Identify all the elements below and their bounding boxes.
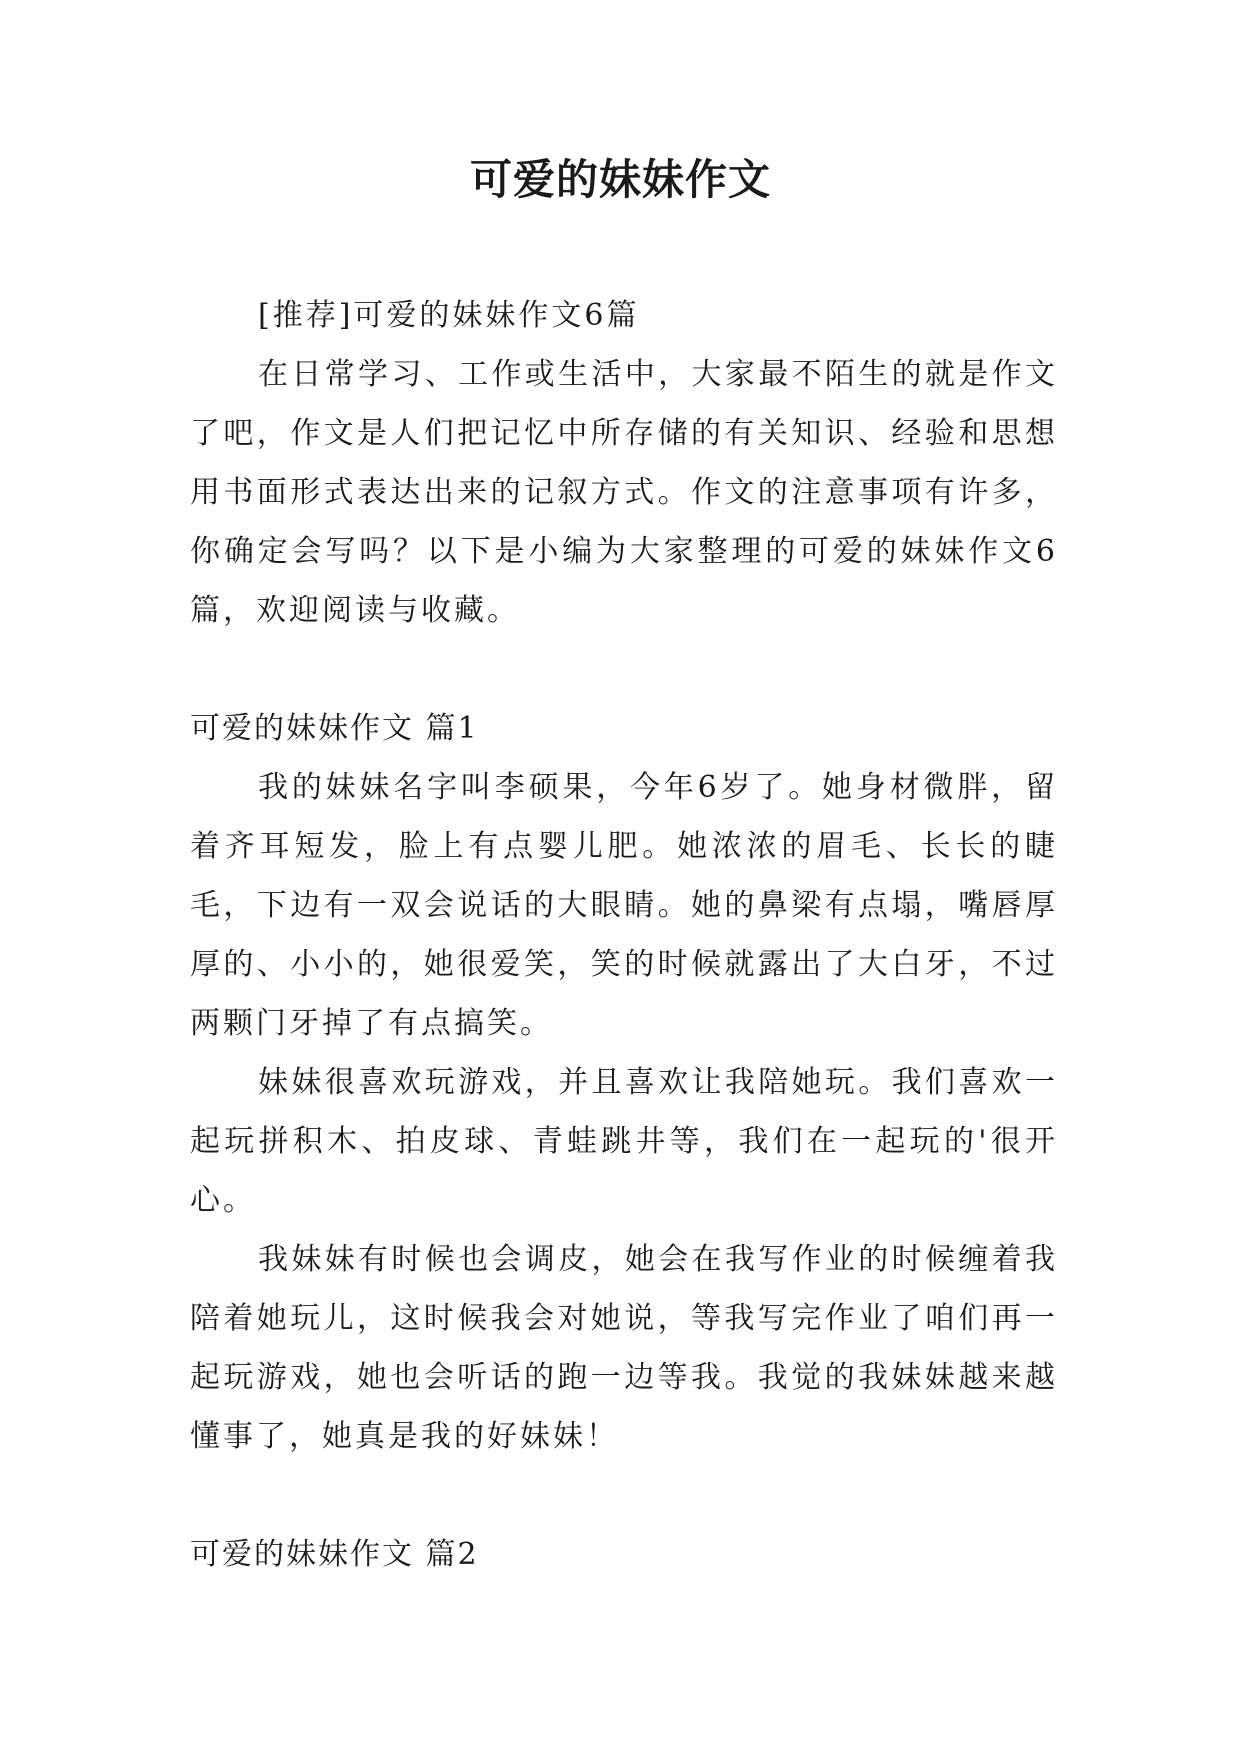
section-spacer [190,640,1058,699]
document-subtitle: [推荐]可爱的妹妹作文6篇 [258,298,640,333]
section-1-paragraph-2: 妹妹很喜欢玩游戏，并且喜欢让我陪她玩。我们喜欢一起玩拼积木、拍皮球、青蛙跳井等，我们在一起玩的'很开心。 [190,1065,1058,1218]
section-spacer [190,1466,1058,1525]
document-body [190,286,1058,1584]
section-heading-1: 可爱的妹妹作文 篇1 [190,711,479,746]
intro-paragraph: 在日常学习、工作或生活中，大家最不陌生的就是作文了吧，作文是人们把记忆中所存储的有关知识、经验和思想用书面形式表达出来的记叙方式。作文的注意事项有许多，你确定会写吗？以下是小编为大家整理的可爱的妹妹作文6篇，欢迎阅读与收藏。 [190,357,1058,628]
document-title: 可爱的妹妹作文 [469,155,771,204]
section-heading-2: 可爱的妹妹作文 篇2 [190,1537,479,1572]
section-1-paragraph-3: 我妹妹有时候也会调皮，她会在我写作业的时候缠着我陪着她玩儿，这时候我会对她说，等我写完作业了咱们再一起玩游戏，她也会听话的跑一边等我。我觉的我妹妹越来越懂事了，她真是我的好妹妹！ [190,1242,1058,1454]
section-1-paragraph-1: 我的妹妹名字叫李硕果，今年6岁了。她身材微胖，留着齐耳短发，脸上有点婴儿肥。她浓浓的眉毛、长长的睫毛，下边有一双会说话的大眼睛。她的鼻梁有点塌，嘴唇厚厚的、小小的，她很爱笑，笑的时候就露出了大白牙，不过两颗门牙掉了有点搞笑。 [190,770,1058,1041]
